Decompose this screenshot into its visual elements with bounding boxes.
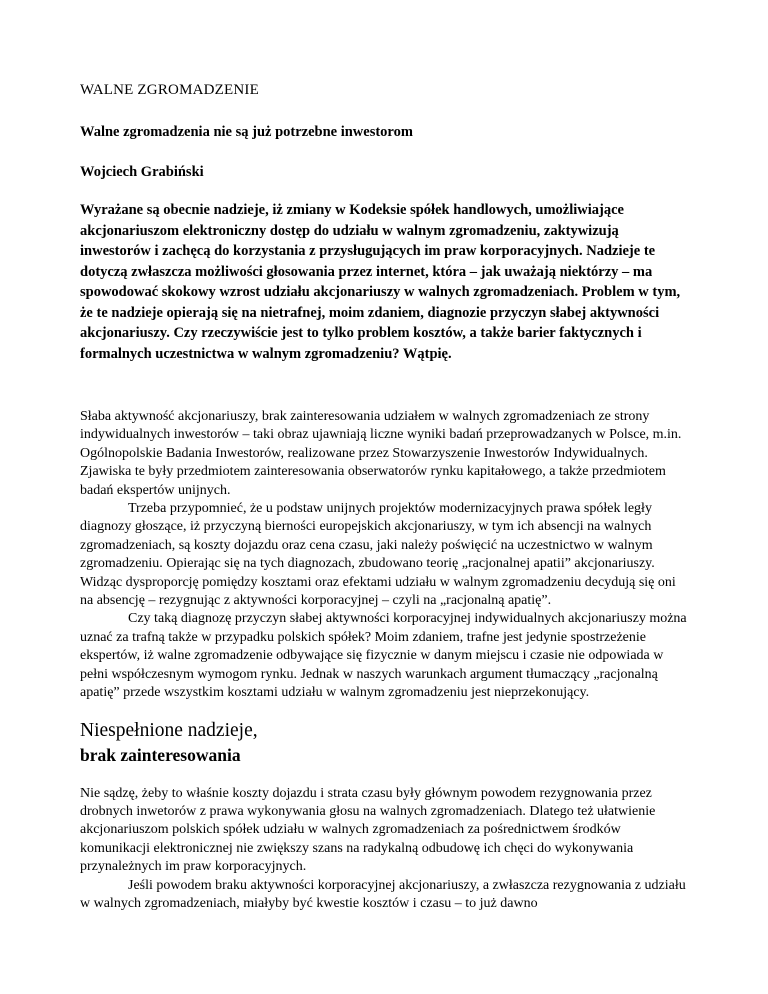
section2-paragraph-1: Nie sądzę, żeby to właśnie koszty dojazdu i strata czasu były głównym powodem rezygnowania przez drobnych inwetorów z prawa wykonywania głosu na walnych zgromadzeniach. Dlatego też ułatwienie akcjonariuszom polskich spółek udziału w walnych zgromadzeniach za pośrednictwem środków komunikacji elektronicznej nie zwiększy szans na radykalną odbudowę ich chęci do wykonywania przynależnych im praw korporacyjnych. bbox=[80, 785, 656, 875]
subheading-line-2: brak zainteresowania bbox=[80, 744, 241, 765]
article-author: Wojciech Grabiński bbox=[80, 164, 204, 180]
section-label: WALNE ZGROMADZENIE bbox=[80, 82, 259, 98]
section2-paragraph-2: Jeśli powodem braku aktywności korporacyjnej akcjonariuszy, a zwłaszcza rezygnowania z udziału w walnych zgromadzeniach, miałyby być kwestie kosztów i czasu – to już dawno bbox=[80, 877, 686, 911]
body-paragraph-2: Trzeba przypomnieć, że u podstaw unijnych projektów modernizacyjnych prawa spółek legły diagnozy głoszące, iż przyczyną bierności europejskich akcjonariuszy, w tym ich absencji na walnych zgromadzeniach, są koszty dojazdu oraz cena czasu, jaki należy poświęcić na uczestnictwo w walnym zgromadzeniu. Opierając się na tych diagnozach, zbudowano teorię „racjonalnej apatii” akcjonariuszy. Widząc dysproporcję pomiędzy kosztami oraz efektami udziału w walnym zgromadzeniu decydują się oni na absencję – rezygnując z aktywności korporacyjnej – czyli na „racjonalną apatię”. bbox=[80, 501, 676, 609]
body-paragraph-1: Słaba aktywność akcjonariuszy, brak zainteresowania udziałem w walnych zgromadzeniach ze strony indywidualnych inwestorów – taki obraz ujawniają liczne wyniki badań przeprowadzanych w Polsce, m.in. Ogólnopolskie Badania Inwestorów, realizowane przez Stowarzyszenie Inwestorów Indywidualnych. Zjawiska te były przedmiotem zainteresowania obserwatorów rynku kapitałowego, a także przedmiotem badań ekspertów unijnych. bbox=[80, 409, 682, 498]
article-headline: Walne zgromadzenia nie są już potrzebne inwestorom bbox=[80, 124, 413, 140]
article-lead: Wyrażane są obecnie nadzieje, iż zmiany w Kodeksie spółek handlowych, umożliwiające akcjonariuszom elektroniczny dostęp do udziału w walnym zgromadzeniu, zaktywizują inwestorów i zachęcą do korzystania z przysługujących im praw korporacyjnych. Nadzieje te dotyczą zwłaszcza możliwości głosowania przez internet, która – jak uważają niektórzy – ma spowodować skokowy wzrost udziału akcjonariuszy w walnych zgromadzeniach. Problem w tym, że te nadzieje opierają się na nietrafnej, moim zdaniem, diagnozie przyczyn słabej aktywności akcjonariuszy. Czy rzeczywiście jest to tylko problem kosztów, a także barier faktycznych i formalnych uczestnictwa w walnym zgromadzeniu? Wątpię. bbox=[80, 202, 681, 362]
section-subheading bbox=[80, 719, 690, 767]
document-page bbox=[80, 80, 690, 913]
body-paragraph-3: Czy taką diagnozę przyczyn słabej aktywności korporacyjnej indywidualnych akcjonariuszy można uznać za trafną także w przypadku polskich spółek? Moim zdaniem, trafne jest jedynie spostrzeżenie ekspertów, iż walne zgromadzenie odbywające się fizycznie w danym miejscu i czasie nie odpowiada w pełni współczesnym wymogom rynku. Jednak w naszych warunkach argument tłumaczący „racjonalną apatię” przede wszystkim kosztami udziału w walnym zgromadzeniu jest nieprzekonujący. bbox=[80, 611, 687, 701]
subheading-line-1: Niespełnione nadzieje, bbox=[80, 719, 258, 741]
